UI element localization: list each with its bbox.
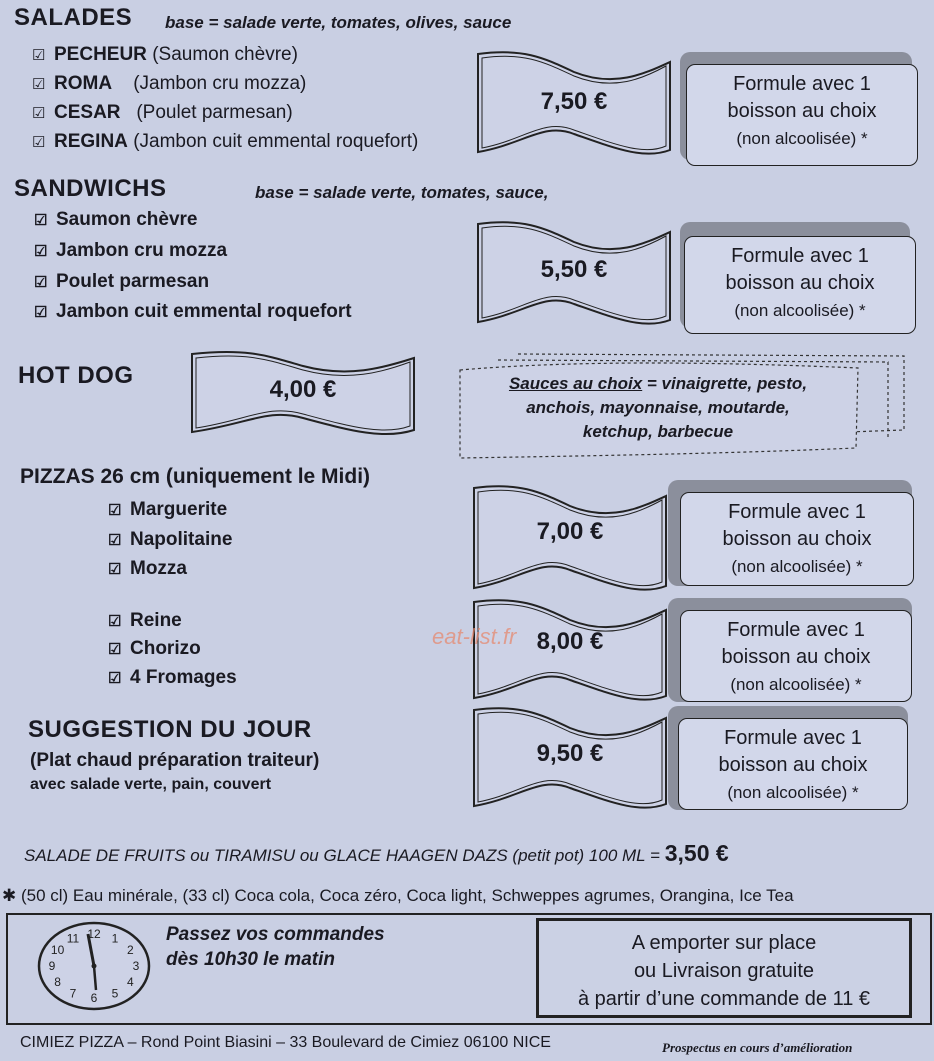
- hotdog-title: HOT DOG: [18, 362, 134, 389]
- sauces-line2: anchois, mayonnaise, moutarde,: [526, 398, 790, 417]
- formule-line2: boisson au choix: [721, 646, 871, 668]
- pizza-name: Napolitaine: [130, 529, 233, 550]
- clock-number: 8: [54, 975, 61, 989]
- checkbox-icon: ☑: [108, 561, 122, 578]
- clock-number: 6: [90, 991, 98, 1005]
- pizza-item: [108, 499, 227, 521]
- clock-face: [36, 920, 152, 1012]
- checkbox-icon: ☑: [108, 502, 122, 519]
- sandwich-name: Saumon chèvre: [56, 209, 198, 230]
- checkbox-icon: ☑: [108, 670, 122, 687]
- watermark: eat-list.fr: [432, 624, 517, 649]
- emporter-box: [536, 918, 912, 1018]
- commande-line1: Passez vos commandes: [166, 924, 385, 945]
- price-banner: [188, 348, 418, 438]
- formule-line1: Formule avec 1: [728, 501, 866, 523]
- sauces-box: [458, 350, 908, 462]
- checkbox-icon: ☑: [108, 532, 122, 549]
- boissons-line: ✱ (50 cl) Eau minérale, (33 cl) Coca cola, Coca zéro, Coca light, Schweppes agrumes, Orangina, Ice Tea: [2, 886, 794, 905]
- pizza-item: [108, 610, 182, 632]
- formule-line2: boisson au choix: [725, 272, 875, 294]
- price-banner: [470, 482, 670, 594]
- price-sandwichs: 5,50 €: [540, 256, 608, 283]
- pizza-name: Chorizo: [130, 638, 201, 659]
- pizza-name: Mozza: [130, 558, 187, 579]
- clock-number: 7: [69, 986, 77, 1001]
- checkbox-icon: ☑: [34, 243, 48, 260]
- clock-number: 10: [50, 943, 65, 957]
- formule-line1: Formule avec 1: [724, 727, 862, 749]
- price-suggestion: 9,50 €: [536, 740, 604, 767]
- salade-detail: (Jambon cuit emmental roquefort): [133, 131, 419, 152]
- clock-number: 9: [48, 959, 56, 973]
- salade-name: ROMA: [54, 73, 113, 94]
- formule-line1: Formule avec 1: [731, 245, 869, 267]
- sandwich-name: Poulet parmesan: [56, 271, 210, 292]
- price-salades: 7,50 €: [540, 88, 608, 115]
- sandwich-name: Jambon cuit emmental roquefort: [56, 301, 352, 322]
- sandwich-item: [34, 301, 352, 323]
- dessert-line: [24, 840, 729, 867]
- emporter-line1: A emporter sur place: [631, 932, 817, 954]
- pizza-item: [108, 529, 232, 551]
- pizza-item: [108, 638, 201, 660]
- salade-detail: (Poulet parmesan): [136, 102, 293, 123]
- suggestion-subtitle: (Plat chaud préparation traiteur): [30, 750, 320, 771]
- sandwich-item: [34, 209, 198, 231]
- sandwich-item: [34, 240, 227, 262]
- formule-line3: (non alcoolisée) *: [734, 301, 866, 320]
- formule-box: [680, 610, 912, 702]
- checkbox-icon: ☑: [108, 641, 122, 658]
- formule-box: [678, 718, 908, 810]
- formule-line1: Formule avec 1: [727, 619, 865, 641]
- price-banner: [470, 704, 670, 812]
- formule-line3: (non alcoolisée) *: [730, 675, 862, 694]
- commande-line2: dès 10h30 le matin: [166, 949, 335, 970]
- formule-line3: (non alcoolisée) *: [731, 557, 863, 576]
- sandwichs-title: SANDWICHS: [14, 175, 167, 202]
- price-banner: [470, 596, 670, 704]
- sauces-text: [458, 372, 858, 444]
- sandwichs-base: base = salade verte, tomates, sauce,: [255, 183, 549, 202]
- price-pizzas-1: 7,00 €: [536, 518, 604, 545]
- clock-number: 5: [111, 986, 119, 1001]
- formule-box: [680, 492, 914, 586]
- checkbox-icon: ☑: [32, 47, 46, 64]
- formule-line2: boisson au choix: [727, 100, 877, 122]
- sandwich-name: Jambon cru mozza: [56, 240, 228, 261]
- formule-line1: Formule avec 1: [733, 73, 871, 95]
- formule-line2: boisson au choix: [718, 754, 868, 776]
- sauces-line1: = vinaigrette, pesto,: [642, 374, 808, 393]
- formule-line2: boisson au choix: [722, 528, 872, 550]
- dessert-text: SALADE DE FRUITS ou TIRAMISU ou GLACE HAAGEN DAZS (petit pot) 100 ML =: [24, 846, 665, 865]
- formule-line3: (non alcoolisée) *: [727, 783, 859, 802]
- suggestion-title: SUGGESTION DU JOUR: [28, 716, 312, 743]
- checkbox-icon: ☑: [32, 76, 46, 93]
- checkbox-icon: ☑: [32, 105, 46, 122]
- pizza-name: 4 Fromages: [130, 667, 237, 688]
- price-pizzas-2: 8,00 €: [536, 628, 604, 655]
- suggestion-detail: avec salade verte, pain, couvert: [30, 776, 272, 793]
- clock-number: 11: [66, 931, 80, 946]
- formule-line3: (non alcoolisée) *: [736, 129, 868, 148]
- checkbox-icon: ☑: [34, 274, 48, 291]
- price-hotdog: 4,00 €: [269, 376, 337, 403]
- pizzas-title: PIZZAS 26 cm (uniquement le Midi): [20, 465, 371, 488]
- footer-note: Prospectus en cours d’amélioration: [662, 1040, 853, 1055]
- sauces-label: Sauces au choix: [508, 374, 643, 393]
- clock-number: 2: [127, 943, 134, 957]
- salade-detail: (Jambon cru mozza): [133, 73, 307, 94]
- commande-text: [166, 922, 385, 972]
- price-banner: [474, 48, 674, 158]
- checkbox-icon: ☑: [34, 304, 48, 321]
- pizza-item: [108, 667, 237, 689]
- checkbox-icon: ☑: [32, 134, 46, 151]
- salade-name: PECHEUR: [54, 44, 147, 65]
- pizza-item: [108, 558, 187, 580]
- sauces-line3: ketchup, barbecue: [582, 422, 734, 441]
- dessert-price: 3,50 €: [664, 840, 729, 866]
- price-banner: [474, 218, 674, 328]
- formule-box: [684, 236, 916, 334]
- salades-base: base = salade verte, tomates, olives, sauce: [165, 13, 512, 32]
- formule-box: [686, 64, 918, 166]
- clock-icon: [36, 920, 152, 1012]
- salade-name: CESAR: [54, 102, 121, 123]
- footer-address: CIMIEZ PIZZA – Rond Point Biasini – 33 Boulevard de Cimiez 06100 NICE: [20, 1034, 551, 1051]
- salade-item: [32, 73, 306, 95]
- emporter-line3: à partir d’une commande de 11 €: [577, 988, 871, 1010]
- clock-number: 12: [87, 927, 101, 941]
- salade-item: [32, 131, 418, 153]
- checkbox-icon: ☑: [108, 613, 122, 630]
- salades-title: SALADES: [14, 4, 133, 31]
- clock-number: 4: [127, 975, 134, 989]
- clock-number: 3: [132, 959, 140, 973]
- checkbox-icon: ☑: [34, 212, 48, 229]
- pizza-name: Reine: [130, 610, 182, 631]
- salade-detail: (Saumon chèvre): [152, 44, 298, 65]
- salade-item: [32, 102, 293, 124]
- clock-number: 1: [111, 931, 119, 946]
- emporter-line2: ou Livraison gratuite: [633, 960, 815, 982]
- pizza-name: Marguerite: [130, 499, 228, 520]
- sandwich-item: [34, 271, 209, 293]
- salade-name: REGINA: [54, 131, 128, 152]
- salade-item: [32, 44, 298, 66]
